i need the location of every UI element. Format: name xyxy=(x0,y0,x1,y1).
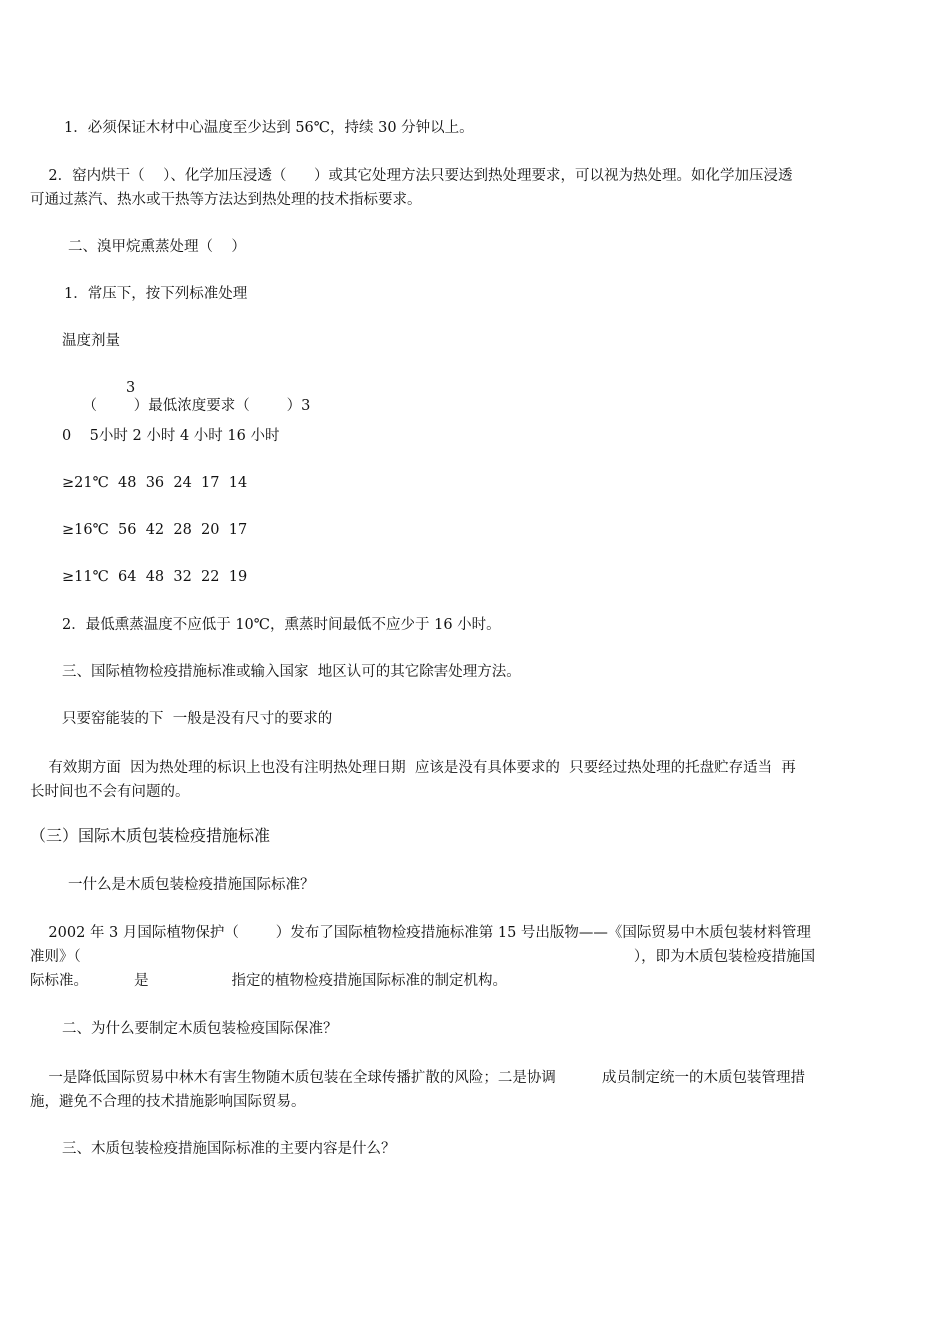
table-row-11c: ≥11℃ 64 48 32 22 19 xyxy=(62,569,248,585)
table-header-concentration xyxy=(64,379,310,433)
section-heading-methyl-bromide: 二、溴甲烷熏蒸处理（ ） xyxy=(68,239,246,255)
section-heading-ispm: （三）国际木质包装检疫措施标准 xyxy=(30,826,271,845)
paragraph-line: 2002 年 3 月国际植物保护（ ）发布了国际植物检疫措施标准第 15 号出版物——《国际贸易中木质包装材料管理 xyxy=(30,925,811,941)
fumigation-item-2: 2．最低熏蒸温度不应低于 10℃，熏蒸时间最低不应少于 16 小时。 xyxy=(62,617,501,633)
table-row-16c: ≥16℃ 56 42 28 20 17 xyxy=(62,522,248,538)
paragraph-line: 施，避免不合理的技术措施影响国际贸易。 xyxy=(30,1094,306,1110)
table-header-text: （ ）最低浓度要求（ ）3 xyxy=(82,398,311,414)
paragraph-line: 可通过蒸汽、热水或干热等方法达到热处理的技术指标要求。 xyxy=(30,192,422,208)
paragraph-line: 际标准。 是 指定的植物检疫措施国际标准的制定机构。 xyxy=(30,973,508,989)
paragraph-line: 准则》（ ），即为木质包装检疫措施国 xyxy=(30,949,816,965)
question-2: 二、为什么要制定木质包装检疫国际保准？ xyxy=(62,1021,338,1037)
question-1: 一什么是木质包装检疫措施国际标准？ xyxy=(68,877,315,893)
section-heading-other-methods: 三、国际植物检疫措施标准或输入国家 地区认可的其它除害处理方法。 xyxy=(62,664,521,680)
table-header-hours: 0 5小时 2 小时 4 小时 16 小时 xyxy=(62,428,280,444)
question-3: 三、木质包装检疫措施国际标准的主要内容是什么？ xyxy=(62,1141,396,1157)
paragraph-line: 2．窑内烘干（ ）、化学加压浸透（ ）或其它处理方法只要达到热处理要求，可以视为热处理。如化学加压浸透 xyxy=(30,168,793,184)
heat-treatment-item-1: 1．必须保证木材中心温度至少达到 56℃，持续 30 分钟以上。 xyxy=(64,120,474,136)
answer-1 xyxy=(30,921,918,993)
note-validity-period xyxy=(30,756,918,804)
overprinted-3: 3 xyxy=(126,380,136,396)
note-kiln-size: 只要窑能装的下 一般是没有尺寸的要求的 xyxy=(62,711,333,727)
paragraph-line: 有效期方面 因为热处理的标识上也没有注明热处理日期 应该是没有具体要求的 只要经过热处理的托盘贮存适当 再 xyxy=(30,760,796,776)
table-header-temperature-dose: 温度剂量 xyxy=(62,333,120,349)
fumigation-item-1: 1．常压下，按下列标准处理 xyxy=(64,286,248,302)
heat-treatment-item-2 xyxy=(30,164,918,212)
paragraph-line: 长时间也不会有问题的。 xyxy=(30,784,190,800)
table-row-21c: ≥21℃ 48 36 24 17 14 xyxy=(62,475,248,491)
paragraph-line: 一是降低国际贸易中林木有害生物随木质包装在全球传播扩散的风险；二是协调 成员制定统一的木质包装管理措 xyxy=(30,1070,806,1086)
answer-2 xyxy=(30,1066,918,1114)
